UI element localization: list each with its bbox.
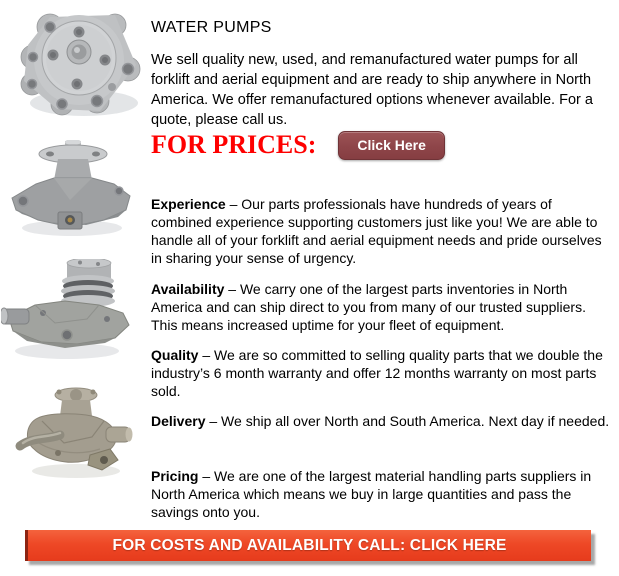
feature-quality-label: Quality	[151, 347, 199, 363]
intro-paragraph: We sell quality new, used, and remanufactured water pumps for all forklift and aerial equipment and are ready to ship anywhere in North America. We offer remanufactured options whenever available. For a quote, please call us.	[151, 51, 593, 128]
for-prices-label: FOR PRICES:	[151, 130, 317, 159]
page-title: WATER PUMPS	[151, 18, 272, 36]
costs-availability-banner-label: FOR COSTS AND AVAILABILITY CALL: CLICK HERE	[112, 536, 507, 554]
feature-quality	[151, 346, 613, 400]
water-pump-photo-pulley	[1, 259, 134, 360]
feature-delivery-label: Delivery	[151, 413, 206, 429]
feature-availability-text: – We carry one of the largest parts inventories in North America and can ship direct to you from many of our trusted suppliers. This means increased uptime for your fleet of equipment.	[151, 281, 586, 333]
feature-pricing	[151, 467, 613, 521]
feature-quality-text: – We are so committed to selling quality parts that we double the industry’s 6 month warranty and offer 12 months warranty on most parts sold.	[151, 347, 603, 399]
click-here-button[interactable]: Click Here	[338, 131, 444, 160]
costs-availability-banner[interactable]	[25, 530, 591, 561]
feature-pricing-text: – We are one of the largest material handling parts suppliers in North America which means we buy in large quantities and pass the savings onto you.	[151, 468, 592, 520]
feature-delivery-text: – We ship all over North and South America. Next day if needed.	[209, 413, 610, 429]
feature-experience-label: Experience	[151, 196, 226, 212]
water-pump-photo-flange	[8, 140, 136, 237]
water-pump-photo-top-view	[12, 5, 142, 121]
feature-pricing-label: Pricing	[151, 468, 199, 484]
water-pump-photo-inlet-pipe	[6, 385, 134, 479]
feature-availability-label: Availability	[151, 281, 225, 297]
feature-availability	[151, 280, 613, 334]
for-prices-row	[151, 130, 445, 160]
feature-delivery	[151, 412, 613, 430]
feature-experience	[151, 195, 613, 267]
feature-experience-text: – Our parts professionals have hundreds of years of combined experience supporting customers just like you! We are able to handle all of your forklift and aerial equipment needs and pride ourselves in sharing your sense of urgency.	[151, 196, 602, 266]
